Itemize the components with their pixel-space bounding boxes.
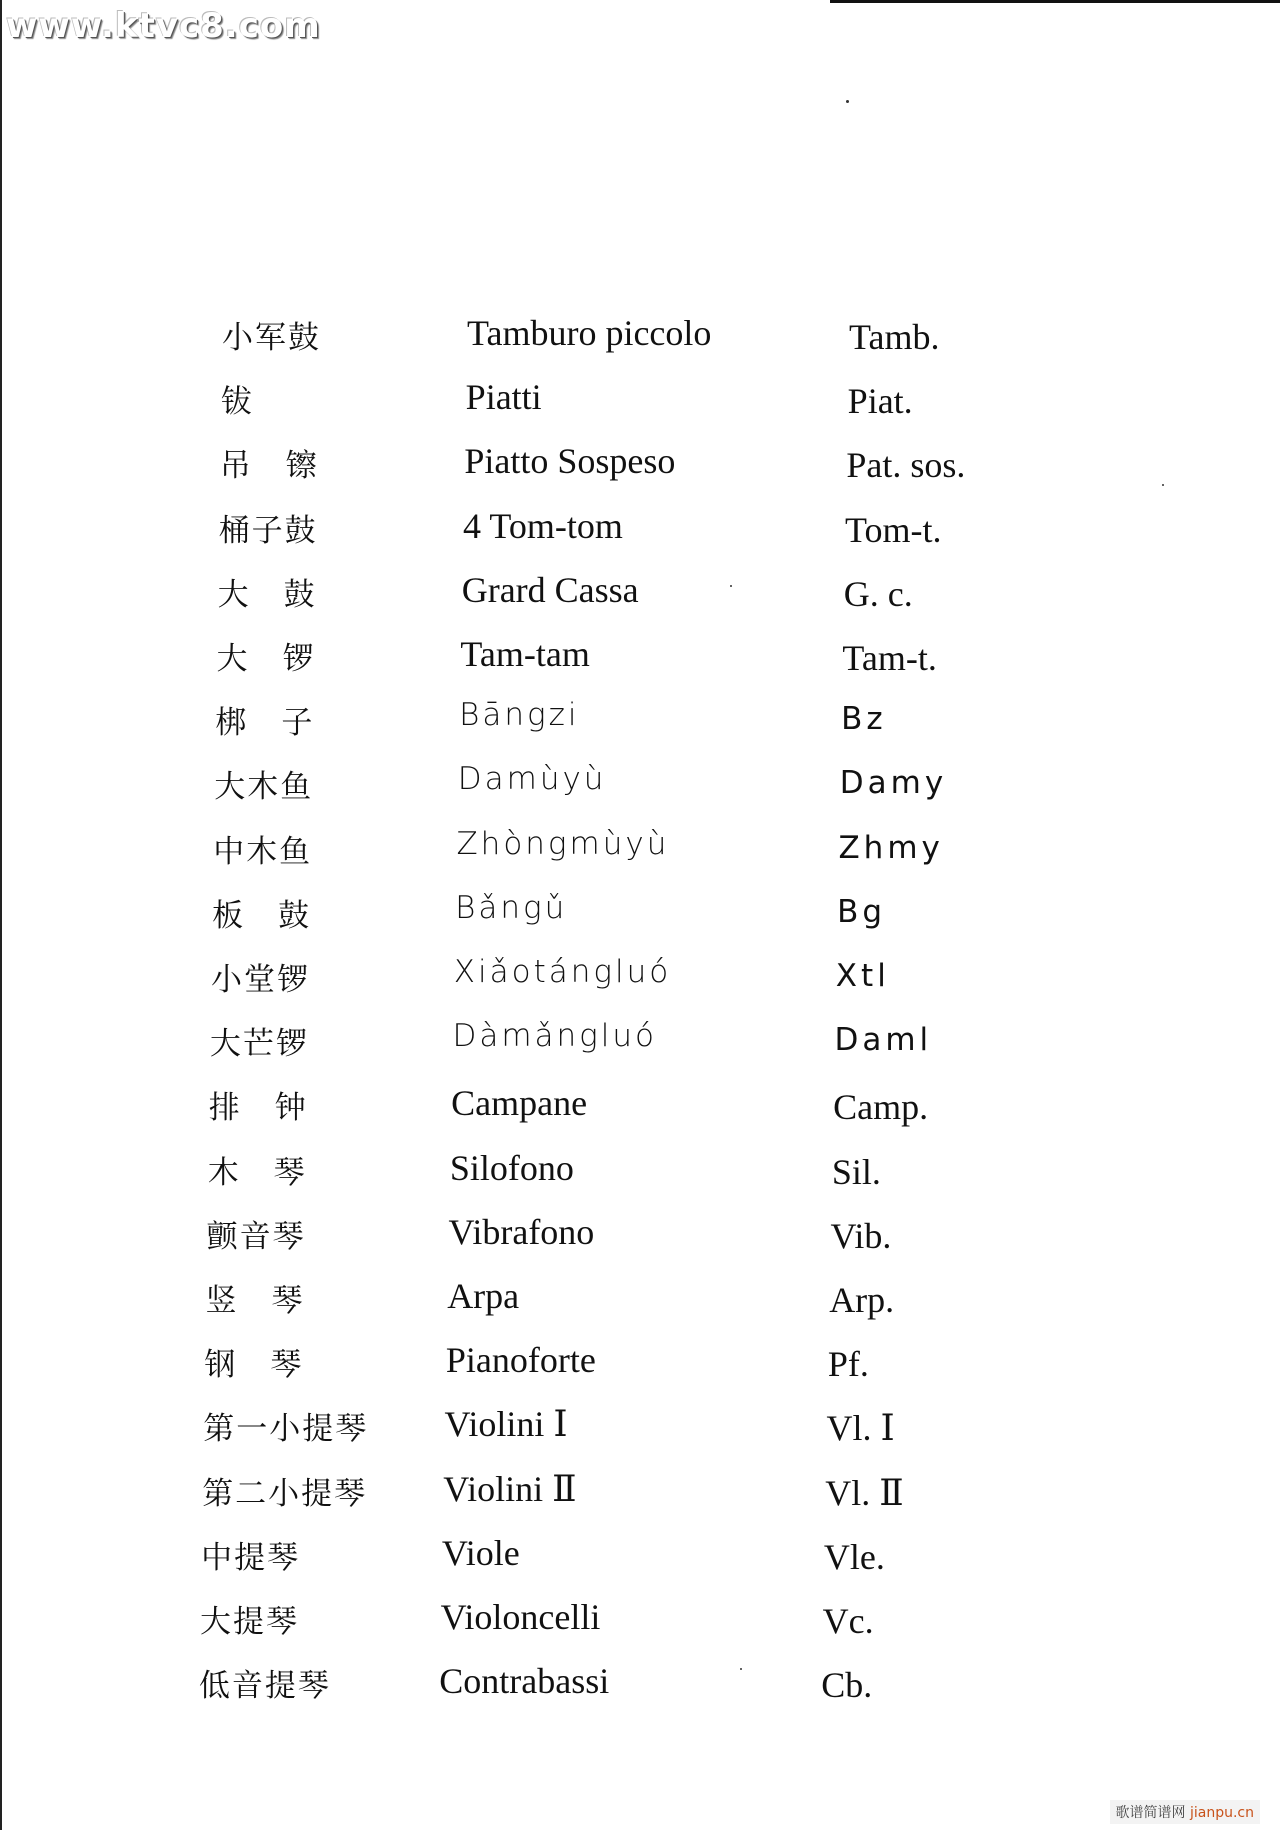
instrument-italian-name: Zhòngmùyù [456, 825, 670, 862]
instrument-abbreviation: Pat. sos. [846, 445, 966, 486]
watermark-top: www.ktvc8.com [6, 6, 321, 46]
instrument-abbreviation: Vle. [823, 1536, 885, 1577]
watermark-site: 歌谱简谱网 [1115, 1805, 1186, 1821]
instrument-italian-name: Viole [441, 1532, 520, 1573]
instrument-italian-name: Violini Ⅰ [444, 1404, 568, 1445]
instrument-chinese-name: 梆 子 [215, 705, 315, 742]
instrument-chinese-name: 桶子鼓 [218, 512, 318, 549]
instrument-chinese-name: 小军鼓 [222, 320, 321, 356]
instrument-abbreviation: Bz [841, 701, 887, 738]
instrument-abbreviation: Cb. [821, 1665, 873, 1706]
watermark-url: jianpu.cn [1189, 1805, 1254, 1821]
instrument-row [0, 697, 1280, 747]
instrument-row [0, 1660, 1280, 1710]
instrument-italian-name: Piatto Sospeso [464, 441, 676, 482]
watermark-bottom [1110, 1800, 1260, 1824]
scan-speck [740, 1668, 742, 1670]
instrument-italian-name: Vibrafono [448, 1211, 595, 1252]
instrument-abbreviation: Sil. [831, 1151, 881, 1192]
instrument-row [0, 954, 1280, 1004]
scan-speck [846, 100, 849, 103]
instrument-row [0, 1082, 1280, 1132]
instrument-chinese-name: 竖 琴 [205, 1283, 305, 1319]
instrument-row [0, 569, 1280, 619]
instrument-row [0, 1339, 1280, 1389]
instrument-chinese-name: 低音提琴 [198, 1668, 331, 1705]
instrument-chinese-name: 钢 琴 [204, 1347, 304, 1384]
instrument-chinese-name: 钹 [220, 384, 254, 421]
instrument-row [0, 890, 1280, 940]
instrument-chinese-name: 吊 镲 [219, 448, 319, 485]
instrument-row [0, 761, 1280, 811]
instrument-italian-name: Silofono [449, 1147, 574, 1188]
instrument-chinese-name: 排 钟 [208, 1090, 308, 1127]
instrument-row [0, 826, 1280, 876]
instrument-row [0, 376, 1280, 426]
instrument-abbreviation: Pf. [827, 1344, 869, 1385]
instrument-abbreviation: Vib. [830, 1215, 892, 1256]
instrument-chinese-name: 小堂锣 [211, 962, 310, 998]
instrument-chinese-name: 第二小提琴 [202, 1475, 368, 1512]
instrument-italian-name: Damùyù [457, 761, 607, 798]
instrument-chinese-name: 大 锣 [216, 641, 316, 677]
instrument-abbreviation: Xtl [835, 958, 890, 994]
instrument-chinese-name: 大 鼓 [217, 576, 317, 613]
instrument-chinese-name: 板 鼓 [212, 897, 312, 934]
instrument-row [0, 1275, 1280, 1325]
instrument-abbreviation: Daml [834, 1022, 933, 1059]
instrument-abbreviation: Tom-t. [845, 509, 942, 550]
instrument-italian-name: Violoncelli [440, 1597, 601, 1637]
instrument-italian-name: Dàmǎngluó [452, 1018, 658, 1055]
instrument-chinese-name: 大芒锣 [209, 1026, 309, 1063]
scan-speck [730, 585, 732, 587]
instrument-italian-name: Contrabassi [439, 1661, 610, 1702]
instrument-italian-name: Tamburo piccolo [467, 313, 712, 353]
instrument-row [0, 312, 1280, 362]
instrument-abbreviation: Piat. [847, 381, 913, 422]
instrument-italian-name: Xiǎotángluó [453, 954, 672, 990]
instrument-row [0, 1596, 1280, 1646]
instrument-italian-name: 4 Tom-tom [463, 505, 623, 546]
instrument-italian-name: Violini Ⅱ [443, 1468, 577, 1509]
instrument-chinese-name: 木 琴 [207, 1154, 307, 1191]
instrument-abbreviation: Tam-t. [842, 638, 937, 678]
instrument-row [0, 1211, 1280, 1261]
instrument-italian-name: Bāngzi [459, 697, 580, 734]
instrument-italian-name: Grard Cassa [461, 569, 639, 610]
top-rule-line [830, 0, 1280, 3]
instrument-row [0, 1403, 1280, 1453]
instrument-row [0, 440, 1280, 490]
instrument-abbreviation: Zhmy [838, 829, 944, 866]
instrument-italian-name: Tam-tam [460, 634, 590, 674]
instrument-abbreviation: Damy [839, 765, 948, 802]
instrument-chinese-name: 中木鱼 [213, 833, 313, 870]
instrument-abbreviation: Camp. [833, 1087, 929, 1128]
instrument-chinese-name: 颤音琴 [206, 1218, 306, 1255]
instrument-abbreviation: Vl. Ⅱ [825, 1472, 904, 1513]
instrument-italian-name: Arpa [447, 1276, 520, 1316]
instrument-chinese-name: 第一小提琴 [203, 1411, 369, 1448]
instrument-row [0, 1532, 1280, 1582]
instrument-abbreviation: Tamb. [849, 317, 940, 357]
instrument-abbreviation: Bg [837, 893, 887, 930]
instrument-chinese-name: 中提琴 [201, 1539, 301, 1576]
instrument-abbreviation: Vc. [822, 1601, 874, 1641]
instrument-row [0, 633, 1280, 683]
instrument-row [0, 1018, 1280, 1068]
instrument-chinese-name: 大提琴 [200, 1604, 299, 1640]
instrument-row [0, 1468, 1280, 1518]
scan-speck [1162, 484, 1164, 486]
instrument-abbreviation: G. c. [843, 573, 913, 614]
instrument-italian-name: Campane [451, 1083, 588, 1124]
instrument-abbreviation: Vl. Ⅰ [826, 1408, 895, 1449]
instrument-italian-name: Piatti [465, 377, 542, 418]
instrument-row [0, 505, 1280, 555]
instrument-abbreviation: Arp. [829, 1280, 895, 1320]
instrument-chinese-name: 大木鱼 [214, 769, 314, 806]
instrument-italian-name: Pianoforte [445, 1340, 596, 1381]
instrument-row [0, 1147, 1280, 1197]
instrument-italian-name: Bǎngǔ [455, 889, 568, 926]
